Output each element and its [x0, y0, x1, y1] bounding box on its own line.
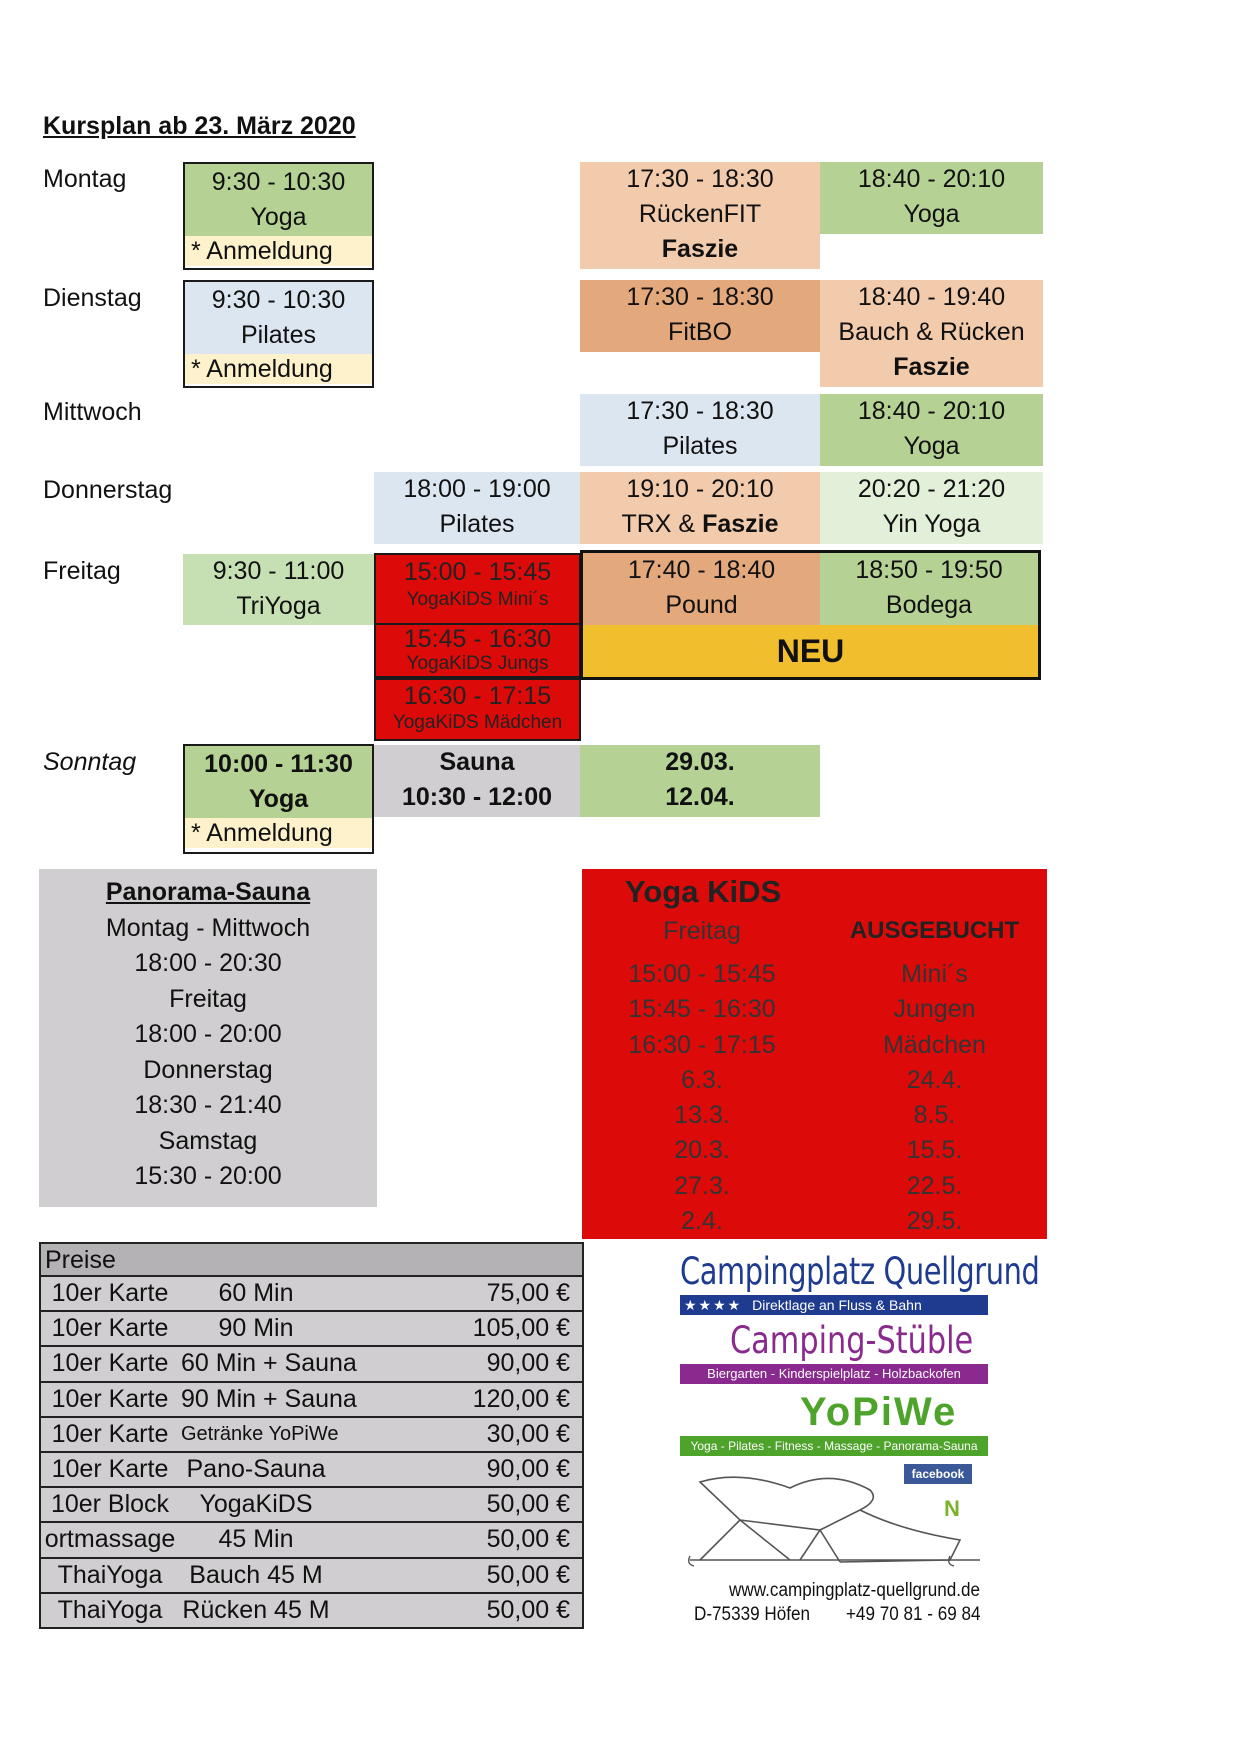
yogakids-right: 22.5.	[906, 1171, 963, 1200]
time: 17:30 - 18:30	[626, 397, 774, 425]
course: Yoga	[903, 432, 960, 460]
panorama-sauna-box	[39, 869, 377, 1207]
course: Pilates	[439, 510, 515, 538]
wed-pilates	[580, 394, 820, 466]
tagline-text: Direktlage an Fluss & Bahn	[752, 1297, 922, 1313]
course-extra: Faszie	[702, 510, 779, 538]
price-row	[39, 1277, 584, 1312]
course: YogaKiDS Jungs	[406, 653, 549, 674]
course: Yin Yoga	[882, 510, 981, 538]
price-product: 10er Karte	[51, 1384, 169, 1413]
price-product: 10er Block	[50, 1490, 170, 1519]
price-row	[39, 1559, 584, 1594]
course: TRX &	[621, 510, 703, 538]
price-row	[39, 1488, 584, 1523]
day-tuesday: Dienstag	[43, 284, 142, 312]
mon-rueckenfit	[580, 162, 820, 269]
yogakids-right: Mädchen	[883, 1030, 986, 1059]
logo-tagline-3: Yoga - Pilates - Fitness - Massage - Panorama-Sauna	[680, 1436, 988, 1456]
time: 18:50 - 19:50	[855, 556, 1003, 584]
logo-name-stueble: Camping-Stüble	[730, 1319, 974, 1362]
course: YogaKiDS Mini´s	[406, 589, 549, 610]
price-value: 75,00 €	[486, 1279, 570, 1307]
price-value: 120,00 €	[472, 1384, 570, 1413]
course: Pilates	[240, 321, 317, 349]
price-product: 10er Karte	[51, 1279, 169, 1307]
price-product: ortmassage	[44, 1525, 176, 1554]
sun-sauna	[374, 745, 580, 817]
logo-illustration	[680, 1460, 1000, 1578]
neu-frame	[580, 550, 1041, 680]
thu-pilates	[374, 472, 580, 544]
time: 15:00 - 15:45	[403, 558, 552, 586]
sauna-line: Samstag	[158, 1126, 258, 1155]
facebook-badge[interactable]: facebook	[904, 1464, 972, 1484]
fri-bodega	[820, 553, 1038, 625]
time: 9:30 - 10:30	[211, 168, 346, 196]
day-monday: Montag	[43, 165, 127, 193]
price-detail: 45 Min	[218, 1525, 294, 1554]
course: Yoga	[248, 785, 309, 813]
price-detail: YogaKiDS	[199, 1490, 313, 1519]
time: 17:30 - 18:30	[626, 165, 774, 193]
course-extra: Faszie	[661, 235, 739, 263]
yogakids-right: 24.4.	[906, 1065, 963, 1094]
yogakids-row	[582, 1169, 1047, 1204]
sauna-title: Panorama-Sauna	[105, 878, 311, 906]
yogakids-right: 8.5.	[913, 1101, 956, 1130]
yogakids-left: 6.3.	[681, 1065, 723, 1094]
fri-yogakids-minis	[374, 553, 581, 625]
logo-tagline-1	[680, 1295, 988, 1315]
contact-line	[680, 1604, 980, 1630]
price-row	[39, 1383, 584, 1418]
course: Pound	[665, 591, 738, 619]
price-value: 50,00 €	[486, 1490, 570, 1519]
price-product: 10er Karte	[51, 1419, 169, 1448]
mon-yoga-morning	[183, 162, 374, 270]
price-row	[39, 1453, 584, 1488]
yogakids-row	[582, 957, 1047, 992]
thu-yin-yoga	[820, 472, 1043, 544]
time: 10:00 - 11:30	[204, 750, 353, 778]
price-row	[39, 1347, 584, 1382]
yogakids-right: Jungen	[893, 995, 976, 1024]
yogakids-right: Mini´s	[901, 960, 968, 988]
time: 19:10 - 20:10	[626, 475, 774, 503]
course: RückenFIT	[638, 200, 762, 228]
course: Yoga	[903, 200, 960, 228]
campingplatz-logo	[680, 1250, 1040, 1630]
yogakids-left: 20.3.	[674, 1136, 730, 1165]
registration-note: * Anmeldung	[185, 818, 372, 848]
prices-table	[39, 1242, 584, 1629]
price-detail: 60 Min + Sauna	[181, 1349, 357, 1378]
time: 17:40 - 18:40	[627, 556, 776, 584]
course: Bodega	[885, 591, 973, 619]
time: 16:30 - 17:15	[403, 682, 552, 710]
time: 18:40 - 20:10	[857, 165, 1006, 193]
time: 10:30 - 12:00	[401, 783, 553, 811]
sun-dates	[580, 745, 820, 817]
price-detail: Pano-Sauna	[186, 1454, 326, 1483]
price-value: 90,00 €	[486, 1349, 570, 1378]
sauna-line: Montag - Mittwoch	[105, 913, 311, 942]
time: 17:30 - 18:30	[626, 283, 774, 311]
day-wednesday: Mittwoch	[43, 398, 142, 426]
price-product: ThaiYoga	[57, 1560, 163, 1589]
quellgrund-n-icon: N	[944, 1496, 960, 1521]
time: 9:30 - 10:30	[211, 286, 346, 314]
price-value: 50,00 €	[486, 1595, 570, 1624]
yogakids-row	[582, 1133, 1047, 1168]
price-detail: Getränke YoPiWe	[181, 1422, 339, 1445]
price-row	[39, 1312, 584, 1347]
course: Sauna	[439, 748, 515, 776]
tue-bauch-ruecken	[820, 280, 1043, 387]
yogakids-left: 16:30 - 17:15	[628, 1030, 776, 1059]
logo-name-campingplatz: Campingplatz Quellgrund	[680, 1250, 1040, 1293]
sauna-line: Freitag	[169, 984, 247, 1013]
logo-tagline-2: Biergarten - Kinderspielplatz - Holzbackofen	[680, 1364, 988, 1384]
yogakids-row	[582, 992, 1047, 1027]
price-product: 10er Karte	[51, 1314, 169, 1343]
course: Yoga	[250, 203, 307, 231]
phone: +49 70 81 - 69 84	[845, 1604, 980, 1625]
sauna-line: Donnerstag	[143, 1055, 273, 1084]
day-sunday: Sonntag	[43, 748, 137, 776]
prices-header: Preise	[39, 1242, 584, 1277]
price-detail: Rücken 45 M	[182, 1595, 330, 1624]
address: D-75339 Höfen	[694, 1604, 810, 1625]
yogakids-left: 15:45 - 16:30	[628, 995, 776, 1024]
course: Pilates	[662, 432, 738, 460]
yogakids-row	[582, 1028, 1047, 1063]
price-detail: 60 Min	[218, 1279, 294, 1307]
time: 18:00 - 19:00	[403, 475, 551, 503]
mon-yoga-evening	[820, 162, 1043, 234]
logo-name-yopiwe: YoPiWe	[800, 1390, 958, 1434]
price-row	[39, 1418, 584, 1453]
day-thursday: Donnerstag	[43, 476, 173, 504]
yogakids-title: Yoga KiDS	[625, 874, 782, 909]
yogakids-left: 2.4.	[681, 1207, 723, 1236]
yogakids-right: 15.5.	[906, 1136, 963, 1165]
price-product: ThaiYoga	[57, 1595, 163, 1624]
yogakids-right: 29.5.	[906, 1207, 963, 1236]
course: TriYoga	[236, 592, 321, 620]
sauna-line: 15:30 - 20:00	[134, 1162, 282, 1190]
price-row	[39, 1523, 584, 1558]
sauna-line: 18:00 - 20:30	[134, 949, 282, 977]
neu-banner: NEU	[583, 625, 1038, 677]
price-value: 50,00 €	[486, 1560, 570, 1589]
fri-pound	[583, 553, 820, 625]
yogakids-col-left: Freitag	[663, 917, 741, 945]
thu-trx-faszie	[580, 472, 820, 544]
registration-note: * Anmeldung	[185, 236, 372, 266]
registration-note: * Anmeldung	[185, 354, 372, 384]
website-url[interactable]: www.campingplatz-quellgrund.de	[729, 1580, 980, 1601]
price-value: 30,00 €	[486, 1419, 570, 1448]
course: YogaKiDS Mädchen	[392, 712, 563, 733]
price-detail: Bauch 45 M	[189, 1560, 323, 1589]
price-product: 10er Karte	[51, 1349, 169, 1378]
price-value: 90,00 €	[486, 1454, 570, 1483]
sauna-line: 18:00 - 20:00	[134, 1020, 282, 1048]
price-product: 10er Karte	[51, 1454, 169, 1483]
price-detail: 90 Min	[218, 1314, 294, 1343]
price-value: 50,00 €	[486, 1525, 570, 1554]
date: 29.03.	[665, 748, 735, 776]
tue-pilates-morning	[183, 280, 374, 388]
course-extra: Faszie	[893, 353, 970, 381]
course: FitBO	[668, 318, 732, 346]
price-detail: 90 Min + Sauna	[181, 1384, 357, 1413]
course: Bauch & Rücken	[838, 318, 1025, 346]
sun-yoga	[183, 744, 374, 854]
stars-icon: ★★★★	[684, 1297, 743, 1313]
yogakids-row	[582, 1098, 1047, 1133]
date: 12.04.	[665, 783, 735, 811]
wed-yoga	[820, 394, 1043, 466]
time: 18:40 - 19:40	[857, 283, 1006, 311]
day-friday: Freitag	[43, 557, 121, 585]
yogakids-col-right: AUSGEBUCHT	[849, 917, 1020, 944]
fri-yogakids-maedchen	[374, 678, 581, 741]
yogakids-left: 13.3.	[674, 1101, 730, 1130]
time: 20:20 - 21:20	[857, 475, 1006, 503]
fri-yogakids-jungs	[374, 623, 581, 678]
time: 9:30 - 11:00	[212, 557, 345, 585]
yogakids-left: 15:00 - 15:45	[628, 960, 776, 988]
price-row	[39, 1594, 584, 1629]
yogakids-box	[582, 869, 1047, 1239]
fri-triyoga	[183, 554, 374, 625]
tue-fitbo	[580, 280, 820, 352]
yogakids-row	[582, 1063, 1047, 1098]
time: 18:40 - 20:10	[857, 397, 1006, 425]
page-title: Kursplan ab 23. März 2020	[43, 112, 356, 140]
time: 15:45 - 16:30	[403, 625, 552, 653]
yogakids-row	[582, 1204, 1047, 1239]
sauna-line: 18:30 - 21:40	[134, 1091, 282, 1119]
yogakids-left: 27.3.	[674, 1171, 730, 1200]
price-value: 105,00 €	[472, 1314, 570, 1343]
